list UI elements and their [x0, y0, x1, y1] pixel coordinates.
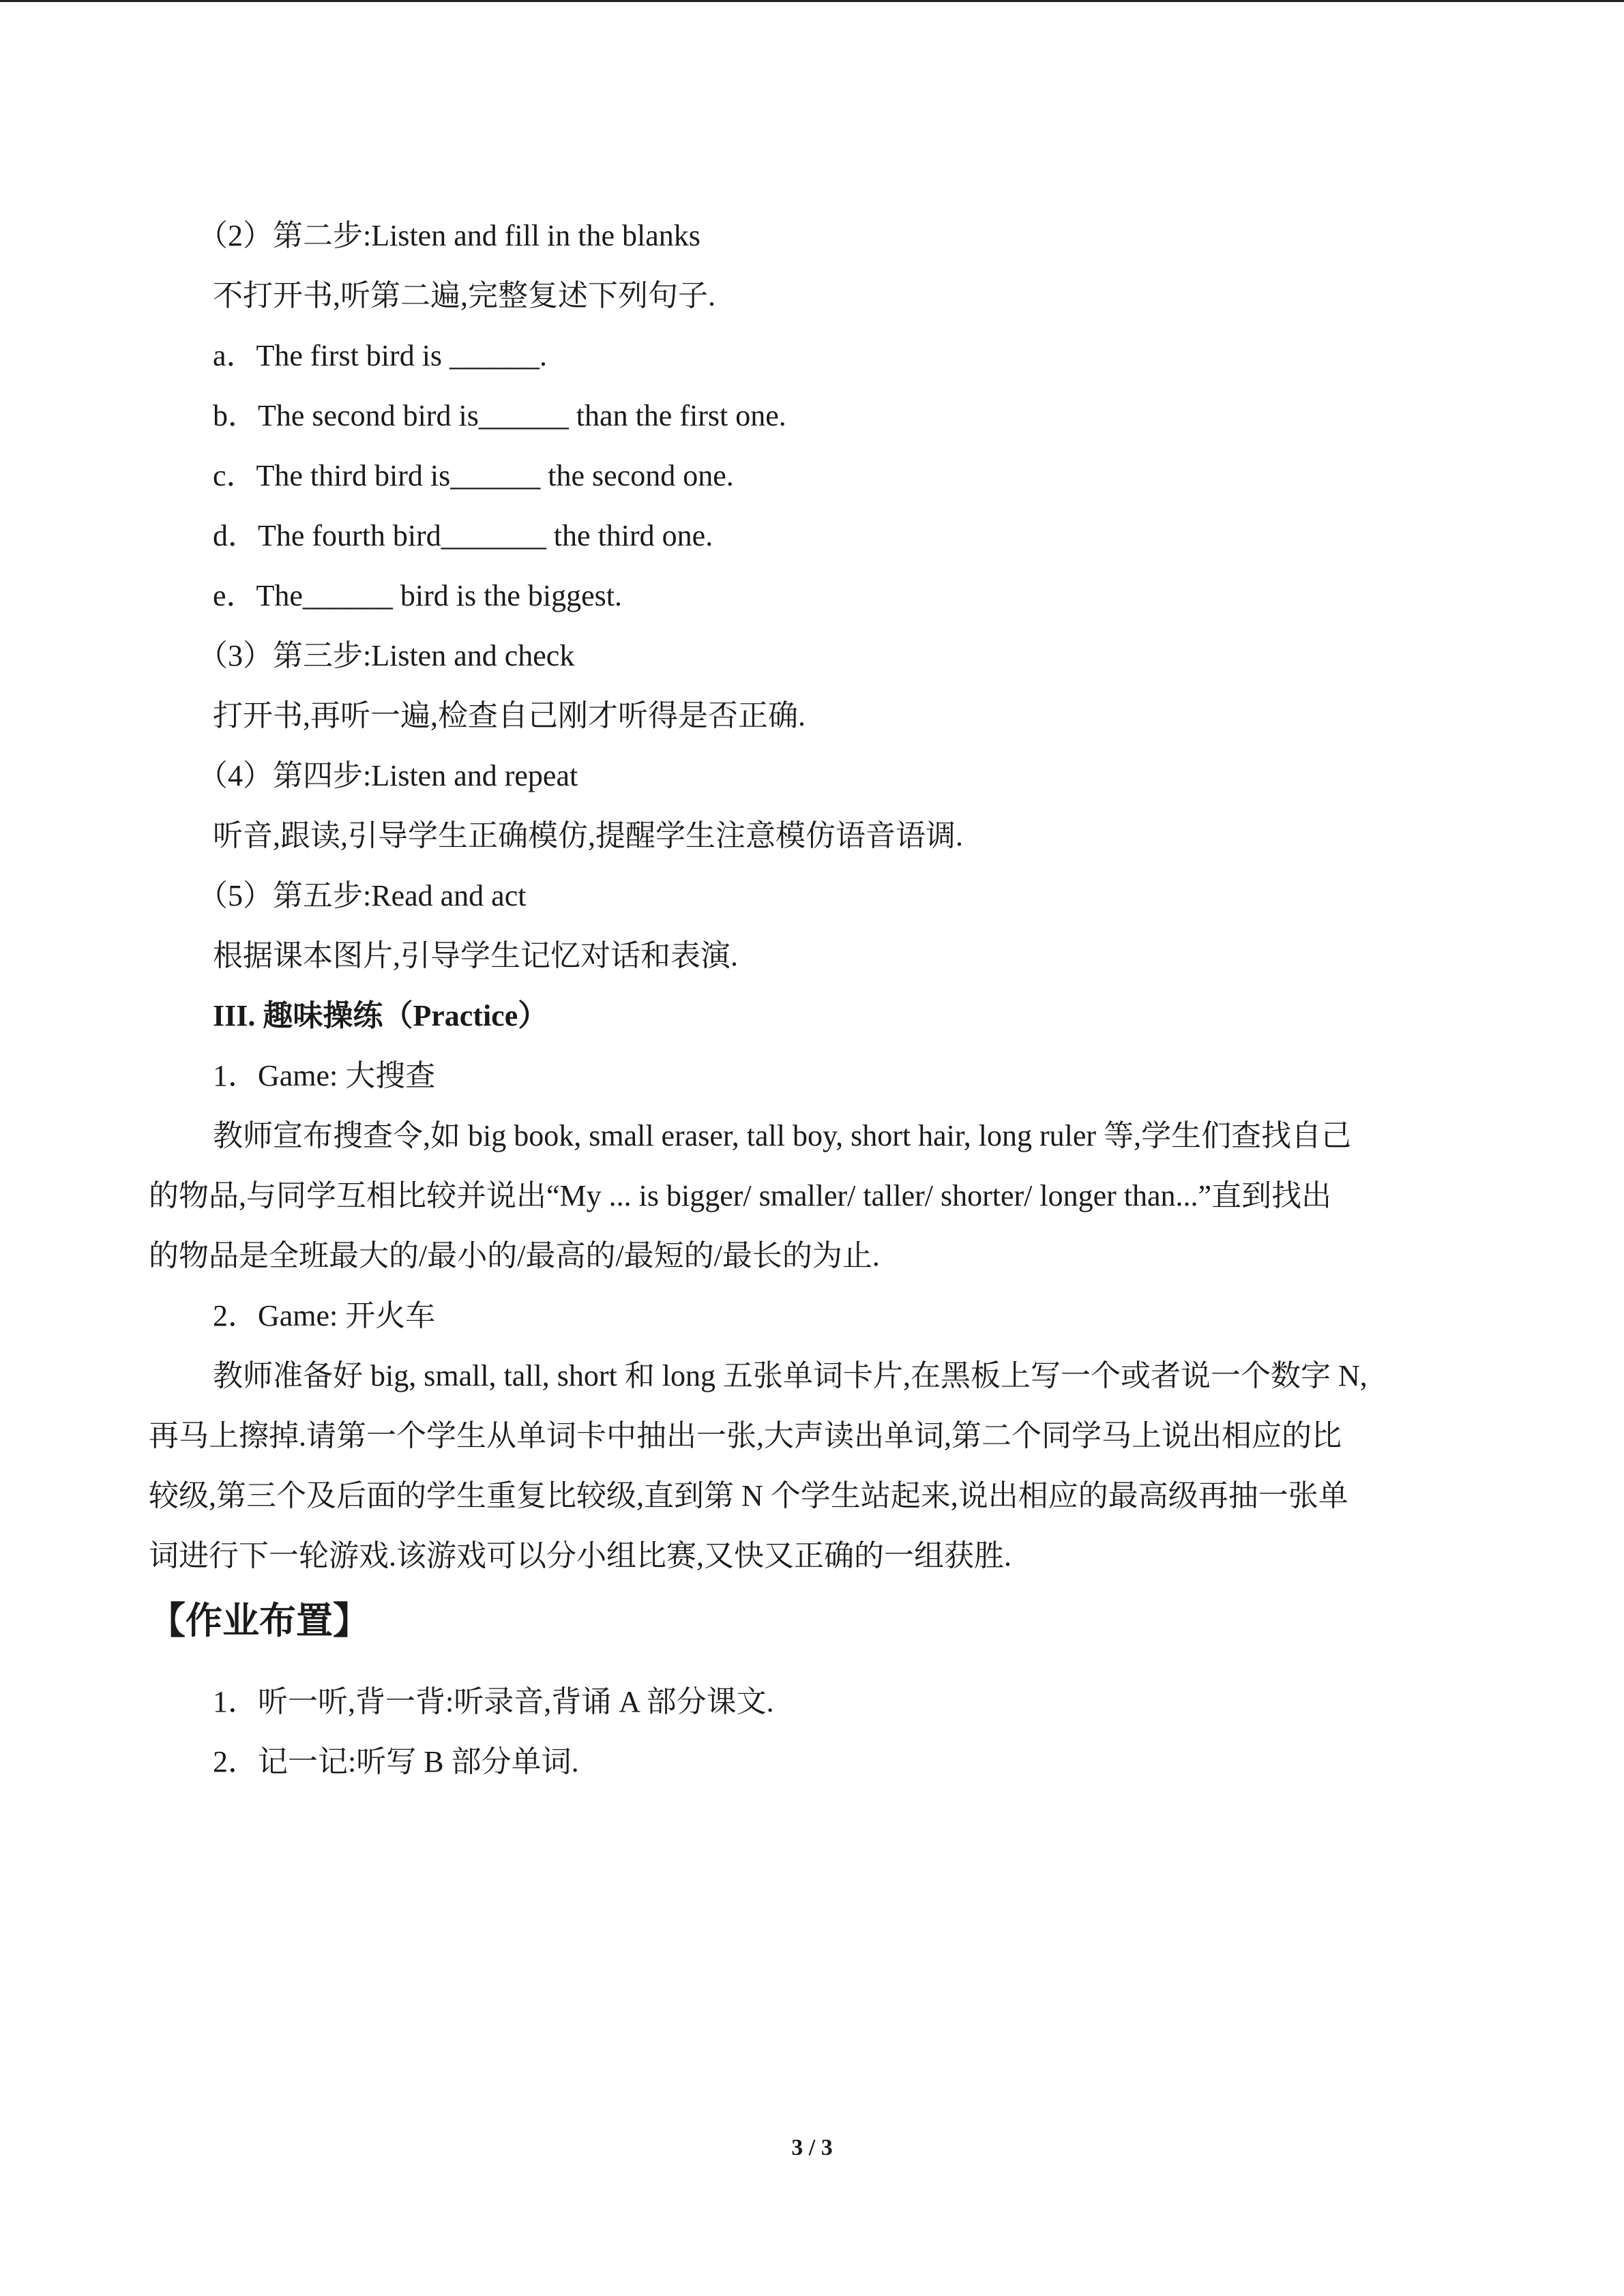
blank-sentence-a: a．The first bird is ______. [213, 339, 548, 372]
page-number: 3 / 3 [791, 2135, 833, 2160]
step4-instruction: 听音,跟读,引导学生正确模仿,提醒学生注意模仿语音语调. [213, 819, 963, 852]
game2-paragraph-line: 再马上擦掉.请第一个学生从单词卡中抽出一张,大声读出单词,第二个同学马上说出相应的比 [149, 1419, 1342, 1452]
step4-title: （4）第四步:Listen and repeat [198, 759, 578, 792]
game2-paragraph-line: 词进行下一轮游戏.该游戏可以分小组比赛,又快又正确的一组获胜. [149, 1539, 1012, 1572]
game2-paragraph-line: 教师准备好 big, small, tall, short 和 long 五张单词卡片,在黑板上写一个或者说一个数字 N, [213, 1359, 1368, 1392]
game2-paragraph-line: 较级,第三个及后面的学生重复比较级,直到第 N 个学生站起来,说出相应的最高级再抽一张单 [149, 1479, 1348, 1512]
step3-instruction: 打开书,再听一遍,检查自己刚才听得是否正确. [213, 699, 806, 732]
game1-paragraph-line: 教师宣布搜查令,如 big book, small eraser, tall boy, short hair, long ruler 等,学生们查找自己 [213, 1119, 1352, 1152]
game1-title: 1．Game: 大搜查 [213, 1059, 436, 1092]
step5-title: （5）第五步:Read and act [198, 879, 527, 912]
blank-sentence-e: e．The______ bird is the biggest. [213, 579, 623, 612]
homework-item-1: 1．听一听,背一背:听录音,背诵 A 部分课文. [213, 1685, 774, 1718]
blank-sentence-b: b．The second bird is______ than the first one. [213, 399, 786, 432]
blank-sentence-c: c．The third bird is______ the second one. [213, 459, 734, 492]
step3-title: （3）第三步:Listen and check [198, 639, 575, 672]
homework-item-2: 2．记一记:听写 B 部分单词. [213, 1745, 579, 1778]
homework-heading: 【作业布置】 [149, 1599, 370, 1642]
step2-title: （2）第二步:Listen and fill in the blanks [198, 219, 700, 252]
step2-instruction: 不打开书,听第二遍,完整复述下列句子. [213, 279, 715, 312]
game1-paragraph-line: 的物品,与同学互相比较并说出“My ... is bigger/ smaller/ taller/ shorter/ longer than...”直到找出 [149, 1179, 1332, 1212]
game2-title: 2．Game: 开火车 [213, 1299, 436, 1332]
practice-heading: III. 趣味操练（Practice） [213, 999, 548, 1032]
top-border-line [0, 0, 1624, 2]
game1-paragraph-line: 的物品是全班最大的/最小的/最高的/最短的/最长的为止. [149, 1239, 880, 1272]
blank-sentence-d: d．The fourth bird_______ the third one. [213, 519, 713, 552]
step5-instruction: 根据课本图片,引导学生记忆对话和表演. [213, 939, 738, 972]
